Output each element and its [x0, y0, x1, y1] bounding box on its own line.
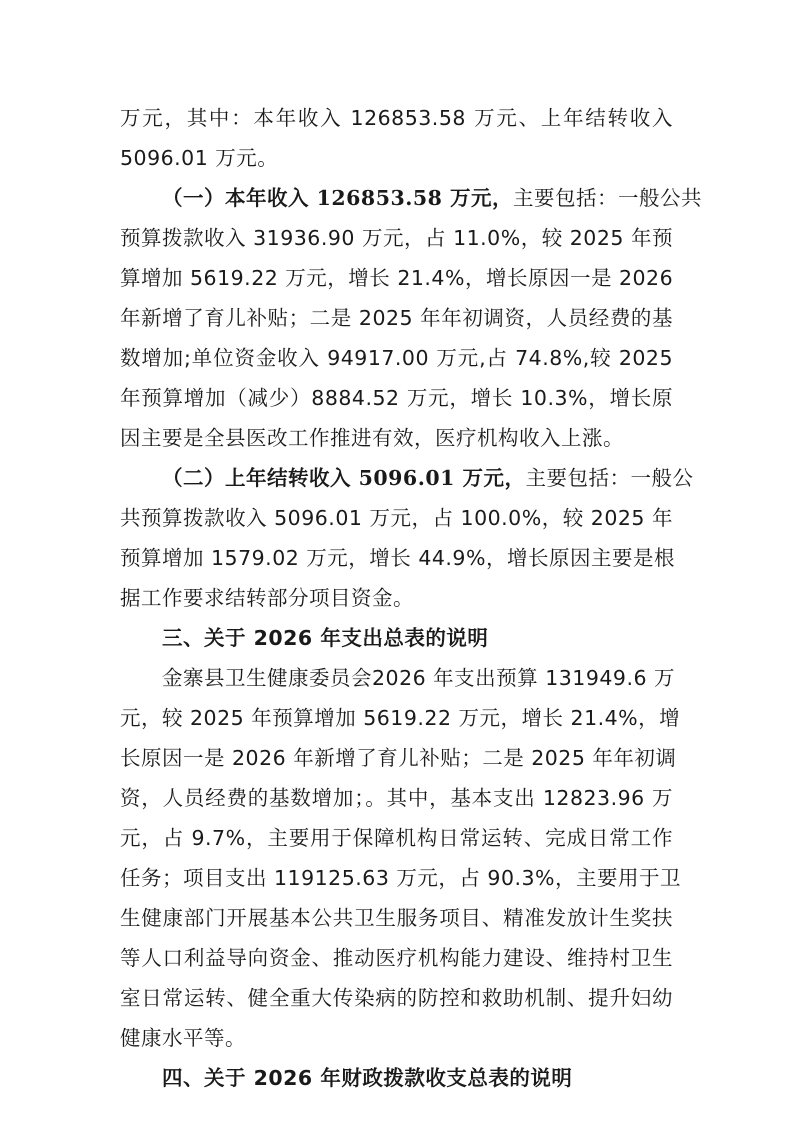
- section-heading: 四、关于 2026 年财政拨款收支总表的说明: [162, 1066, 573, 1090]
- paragraph-line: 资，人员经费的基数增加；。其中，基本支出 12823.96 万: [120, 786, 673, 810]
- paragraph-line: 预算增加 1579.02 万元，增长 44.9%，增长原因主要是根: [120, 546, 675, 570]
- paragraph-line: 数增加;单位资金收入 94917.00 万元,占 74.8%,较 2025: [120, 346, 673, 370]
- paragraph-line: 等人口利益导向资金、推动医疗机构能力建设、维持村卫生: [120, 946, 673, 970]
- paragraph-line: 元，占 9.7%，主要用于保障机构日常运转、完成日常工作: [120, 826, 673, 850]
- paragraph-line: 算增加 5619.22 万元，增长 21.4%，增长原因一是 2026: [120, 266, 674, 290]
- section-subheading: （二）上年结转收入 5096.01 万元，: [162, 466, 526, 490]
- paragraph-line: 年新增了育儿补贴；二是 2025 年年初调资，人员经费的基: [120, 306, 673, 330]
- paragraph-line: 年预算增加（减少）8884.52 万元，增长 10.3%，增长原: [120, 386, 673, 410]
- section-heading: 三、关于 2026 年支出总表的说明: [162, 626, 489, 650]
- paragraph-line: 健康水平等。: [120, 1026, 246, 1050]
- paragraph-line: 万元，其中：本年收入 126853.58 万元、上年结转收入: [120, 106, 673, 130]
- paragraph-line: 共预算拨款收入 5096.01 万元，占 100.0%，较 2025 年: [120, 506, 673, 530]
- paragraph-text: 主要包括：一般公: [525, 466, 694, 490]
- paragraph-line: 任务；项目支出 119125.63 万元，占 90.3%，主要用于卫: [120, 866, 682, 890]
- section-subheading: （一）本年收入 126853.58 万元，: [162, 186, 514, 210]
- paragraph-line: [162, 458, 694, 498]
- paragraph-line: 预算拨款收入 31936.90 万元，占 11.0%，较 2025 年预: [120, 226, 673, 250]
- paragraph-line: [162, 178, 703, 218]
- paragraph-text: 主要包括：一般公共: [513, 186, 703, 210]
- paragraph-line: 5096.01 万元。: [120, 146, 279, 170]
- paragraph-line: 金寨县卫生健康委员会2026 年支出预算 131949.6 万: [162, 666, 676, 690]
- paragraph-line: 据工作要求结转部分项目资金。: [120, 586, 414, 610]
- paragraph-line: 因主要是全县医改工作推进有效，医疗机构收入上涨。: [120, 426, 624, 450]
- paragraph-line: 元，较 2025 年预算增加 5619.22 万元，增长 21.4%，增: [120, 706, 681, 730]
- paragraph-line: 室日常运转、健全重大传染病的防控和救助机制、提升妇幼: [120, 986, 673, 1010]
- paragraph-line: 长原因一是 2026 年新增了育儿补贴；二是 2025 年年初调: [120, 746, 677, 770]
- paragraph-line: 生健康部门开展基本公共卫生服务项目、精准发放计生奖扶: [120, 906, 673, 930]
